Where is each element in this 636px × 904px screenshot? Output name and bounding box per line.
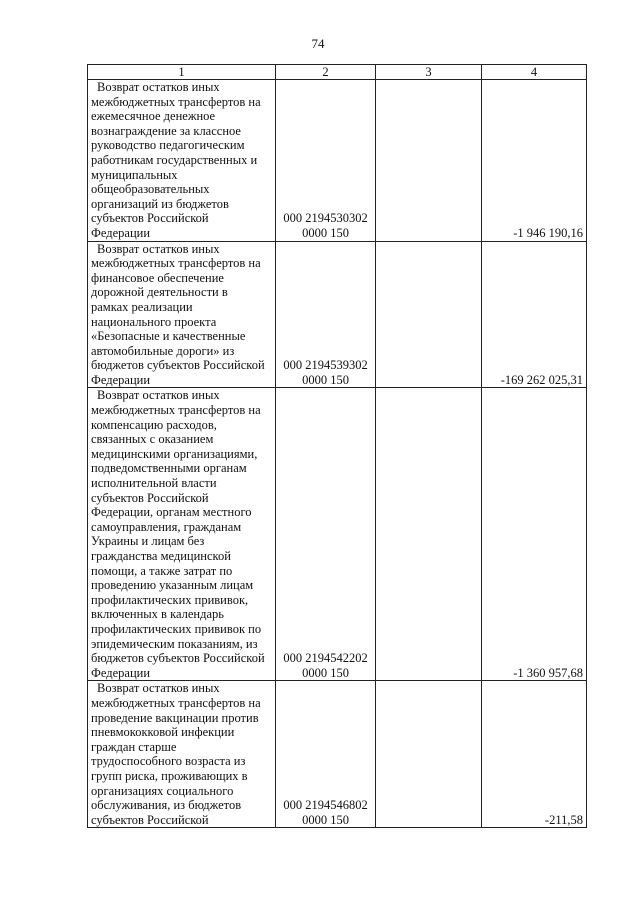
description-line: межбюджетных трансфертов на bbox=[91, 256, 261, 271]
row-description bbox=[88, 388, 276, 681]
column-header-3: 3 bbox=[376, 65, 482, 80]
row-column-3 bbox=[376, 681, 482, 828]
table-row bbox=[88, 388, 587, 681]
description-line: муниципальных bbox=[91, 167, 178, 182]
description-line: субъектов Российской bbox=[91, 211, 209, 226]
description-line: Федерации bbox=[91, 665, 151, 680]
description-line: Возврат остатков иных bbox=[97, 241, 220, 256]
description-line: профилактических прививок по bbox=[91, 621, 262, 636]
budget-code-line: 000 2194546802 bbox=[283, 798, 368, 813]
budget-code-line: 000 2194539302 bbox=[283, 358, 368, 373]
row-description bbox=[88, 80, 276, 242]
description-line: профилактических прививок, bbox=[91, 592, 249, 607]
row-column-3 bbox=[376, 80, 482, 242]
budget-code-line: 0000 150 bbox=[302, 665, 349, 680]
row-budget-code bbox=[276, 388, 376, 681]
description-line: граждан старше bbox=[91, 739, 177, 754]
description-line: межбюджетных трансфертов на bbox=[91, 695, 261, 710]
column-header-2: 2 bbox=[276, 65, 376, 80]
description-line: Возврат остатков иных bbox=[97, 80, 220, 94]
description-line: пневмококковой инфекции bbox=[91, 725, 235, 740]
budget-table bbox=[87, 64, 587, 828]
description-line: ежемесячное денежное bbox=[91, 109, 216, 124]
description-line: Федерации, органам местного bbox=[91, 505, 252, 520]
table-body bbox=[88, 65, 587, 828]
budget-code-line: 0000 150 bbox=[302, 225, 349, 240]
table-row bbox=[88, 681, 587, 828]
row-column-3 bbox=[376, 241, 482, 388]
column-header-1: 1 bbox=[88, 65, 276, 80]
description-line: вознаграждение за классное bbox=[91, 123, 241, 138]
row-amount: -1 946 190,16 bbox=[482, 80, 587, 242]
row-amount: -1 360 957,68 bbox=[482, 388, 587, 681]
row-column-3 bbox=[376, 388, 482, 681]
row-amount: -169 262 025,31 bbox=[482, 241, 587, 388]
description-line: национального проекта bbox=[91, 314, 217, 329]
description-line: гражданства медицинской bbox=[91, 549, 231, 563]
description-line: Украины и лицам без bbox=[91, 534, 205, 549]
table-header-row bbox=[88, 65, 587, 80]
row-budget-code bbox=[276, 80, 376, 242]
table-row bbox=[88, 80, 587, 242]
description-line: связанных с оказанием bbox=[91, 432, 214, 447]
description-line: работникам государственных и bbox=[91, 152, 258, 167]
description-line: проведению указанным лицам bbox=[91, 578, 254, 593]
description-line: эпидемическим показаниям, из bbox=[91, 636, 258, 651]
description-line: Федерации bbox=[91, 225, 151, 240]
description-line: Возврат остатков иных bbox=[97, 681, 220, 696]
description-line: бюджетов субъектов Российской bbox=[91, 651, 265, 666]
description-line: трудоспособного возраста из bbox=[91, 754, 246, 769]
row-amount: -211,58 bbox=[482, 681, 587, 828]
description-line: дорожной деятельности в bbox=[91, 285, 228, 300]
row-budget-code bbox=[276, 241, 376, 388]
description-line: компенсацию расходов, bbox=[91, 417, 217, 432]
description-line: субъектов Российской bbox=[91, 490, 209, 505]
table-row bbox=[88, 241, 587, 388]
description-line: автомобильные дороги» из bbox=[91, 343, 235, 358]
page-number: 74 bbox=[311, 36, 325, 51]
description-line: руководство педагогическим bbox=[91, 138, 245, 153]
description-line: Возврат остатков иных bbox=[97, 388, 220, 403]
row-description bbox=[88, 241, 276, 388]
description-line: организаций из бюджетов bbox=[91, 196, 229, 211]
description-line: межбюджетных трансфертов на bbox=[91, 94, 261, 109]
row-description bbox=[88, 681, 276, 828]
budget-code-line: 000 2194530302 bbox=[283, 211, 368, 226]
description-line: общеобразовательных bbox=[91, 182, 210, 197]
description-line: Федерации bbox=[91, 372, 151, 387]
description-line: самоуправления, гражданам bbox=[91, 519, 242, 534]
description-line: исполнительной власти bbox=[91, 476, 217, 491]
row-budget-code bbox=[276, 681, 376, 828]
description-line: «Безопасные и качественные bbox=[91, 329, 246, 344]
description-line: организациях социального bbox=[91, 783, 234, 798]
description-line: финансовое обеспечение bbox=[91, 270, 224, 285]
description-line: рамках реализации bbox=[91, 299, 193, 314]
description-line: включенных в календарь bbox=[91, 607, 224, 622]
description-line: помощи, а также затрат по bbox=[91, 563, 233, 578]
column-header-4: 4 bbox=[482, 65, 587, 80]
description-line: медицинскими организациями, bbox=[91, 446, 258, 461]
budget-code-line: 0000 150 bbox=[302, 372, 349, 387]
description-line: групп риска, проживающих в bbox=[91, 768, 248, 783]
budget-code-line: 0000 150 bbox=[302, 812, 349, 827]
description-line: обслуживания, из бюджетов bbox=[91, 798, 242, 813]
description-line: субъектов Российской bbox=[91, 812, 209, 827]
description-line: подведомственными органам bbox=[91, 461, 247, 476]
description-line: бюджетов субъектов Российской bbox=[91, 358, 265, 373]
description-line: проведение вакцинации против bbox=[91, 710, 259, 725]
description-line: межбюджетных трансфертов на bbox=[91, 403, 261, 418]
budget-code-line: 000 2194542202 bbox=[283, 651, 368, 666]
